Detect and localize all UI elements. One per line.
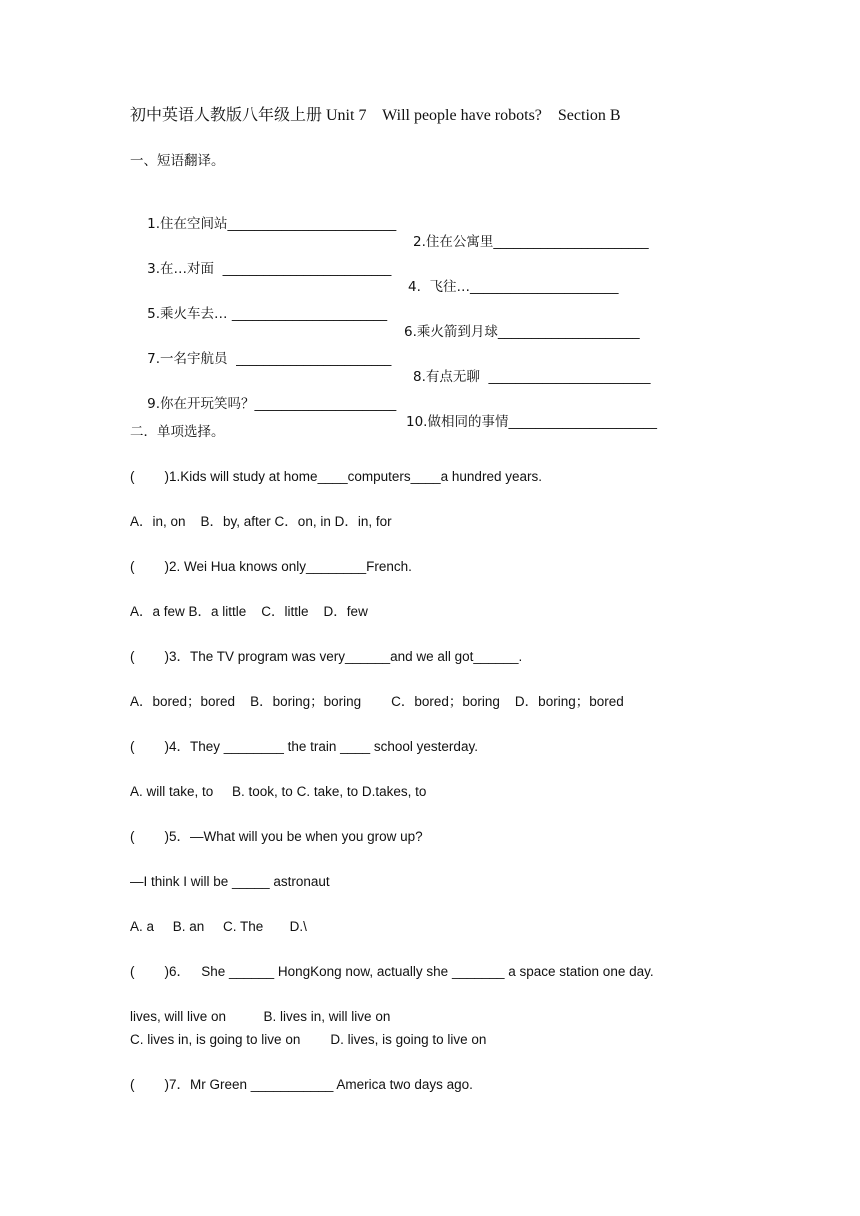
question-2-options: A．a few B．a little C．little D．few bbox=[130, 604, 368, 619]
question-5-options: A. a B. an C. The D.\ bbox=[130, 919, 307, 934]
section2-heading: 二．单项选择。 bbox=[130, 424, 225, 440]
question-7: ( )7．Mr Green ___________ America two days ago. bbox=[130, 1077, 473, 1092]
phrase-item-3: 3.在…对面 _________________________ bbox=[147, 261, 392, 277]
question-3: ( )3．The TV program was very______and we all got______. bbox=[130, 649, 523, 664]
question-1: ( )1.Kids will study at home____computers____a hundred years. bbox=[130, 469, 542, 484]
phrase-item-10: 10.做相同的事情______________________ bbox=[406, 414, 657, 430]
phrase-item-9: 9.你在开玩笑吗？_____________________ bbox=[147, 396, 397, 412]
phrase-item-5: 5.乘火车去… _______________________ bbox=[147, 306, 388, 322]
question-6-options-a-b: lives, will live on B. lives in, will live on bbox=[130, 1009, 391, 1024]
question-4-options: A. will take, to B. took, to C. take, to D.takes, to bbox=[130, 784, 427, 799]
question-2: ( )2. Wei Hua knows only________French. bbox=[130, 559, 412, 574]
question-3-options: A．bored；bored B．boring；boring C．bored；boring D．boring；bored bbox=[130, 694, 624, 709]
section1-heading: 一、短语翻译。 bbox=[130, 153, 225, 169]
question-6-options-c-d: C. lives in, is going to live on D. lives, is going to live on bbox=[130, 1032, 487, 1047]
phrase-item-4: 4. 飞往…______________________ bbox=[408, 279, 619, 295]
phrase-item-6: 6.乘火箭到月球_____________________ bbox=[404, 324, 640, 340]
document-title: 初中英语人教版八年级上册 Unit 7 Will people have robots? Section B bbox=[130, 107, 621, 124]
question-4: ( )4．They ________ the train ____ school yesterday. bbox=[130, 739, 478, 754]
phrase-item-7: 7.一名宇航员 _______________________ bbox=[147, 351, 392, 367]
question-5-reply: —I think I will be _____ astronaut bbox=[130, 874, 330, 889]
question-5: ( )5．—What will you be when you grow up? bbox=[130, 829, 423, 844]
phrase-item-1: 1.住在空间站_________________________ bbox=[147, 216, 397, 232]
question-1-options: A．in, on B．by, after C．on, in D．in, for bbox=[130, 514, 392, 529]
phrase-item-8: 8.有点无聊 ________________________ bbox=[413, 369, 651, 385]
phrase-item-2: 2.住在公寓里_______________________ bbox=[413, 234, 649, 250]
question-6: ( )6． She ______ HongKong now, actually she _______ a space station one day. bbox=[130, 964, 654, 979]
